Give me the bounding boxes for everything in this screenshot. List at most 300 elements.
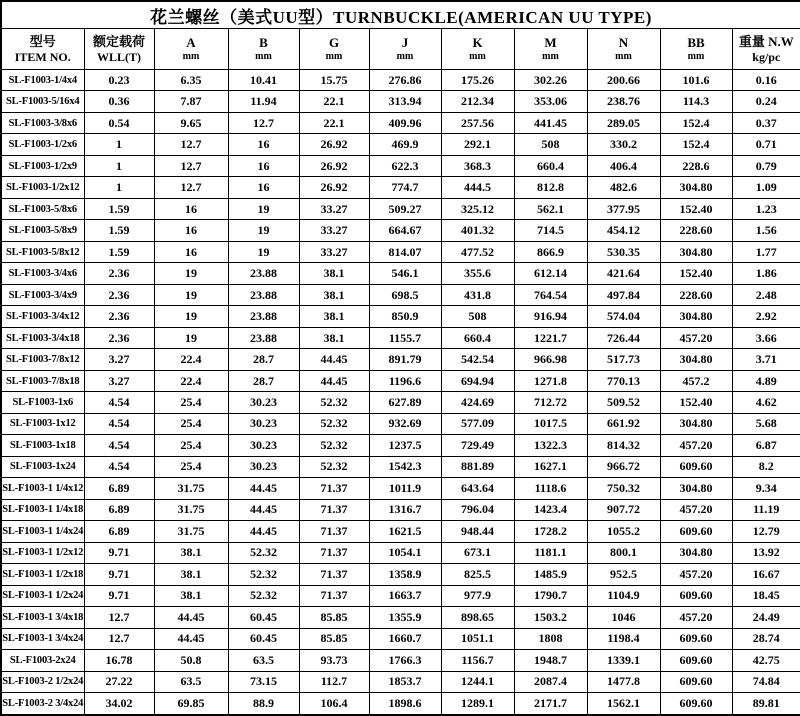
value-cell: 2087.4 (514, 671, 587, 692)
value-cell: 4.54 (84, 456, 154, 477)
value-cell: 152.40 (660, 263, 732, 284)
value-cell: 30.23 (228, 413, 299, 434)
item-no-cell: SL-F1003-1/2x6 (1, 134, 84, 155)
value-cell: 28.74 (732, 628, 800, 649)
value-cell: 52.32 (299, 392, 369, 413)
value-cell: 712.72 (514, 392, 587, 413)
value-cell: 30.23 (228, 392, 299, 413)
table-row (1, 198, 800, 219)
value-cell: 13.92 (732, 542, 800, 563)
value-cell: 152.40 (660, 198, 732, 219)
value-cell: 175.26 (441, 70, 514, 91)
table-row (1, 241, 800, 262)
column-header-wll: 额定载荷 WLL(T) (84, 29, 154, 70)
value-cell: 1853.7 (369, 671, 441, 692)
value-cell: 304.80 (660, 349, 732, 370)
value-cell: 424.69 (441, 392, 514, 413)
table-row (1, 112, 800, 133)
value-cell: 19 (154, 284, 228, 305)
table-row (1, 478, 800, 499)
item-no-cell: SL-F1003-1x12 (1, 413, 84, 434)
item-no-cell: SL-F1003-5/16x4 (1, 91, 84, 112)
value-cell: 966.72 (587, 456, 660, 477)
value-cell: 228.60 (660, 220, 732, 241)
value-cell: 4.54 (84, 413, 154, 434)
value-cell: 28.7 (228, 370, 299, 391)
value-cell: 1118.6 (514, 478, 587, 499)
value-cell: 1017.5 (514, 413, 587, 434)
value-cell: 16 (228, 155, 299, 176)
value-cell: 694.94 (441, 370, 514, 391)
value-cell: 93.73 (299, 650, 369, 671)
item-no-cell: SL-F1003-1x6 (1, 392, 84, 413)
item-no-cell: SL-F1003-3/4x12 (1, 306, 84, 327)
value-cell: 469.9 (369, 134, 441, 155)
value-cell: 23.88 (228, 263, 299, 284)
item-no-cell: SL-F1003-5/8x9 (1, 220, 84, 241)
item-no-cell: SL-F1003-1 1/4x18 (1, 499, 84, 520)
value-cell: 1663.7 (369, 585, 441, 606)
column-header-a: A mm (154, 29, 228, 70)
value-cell: 1.59 (84, 241, 154, 262)
value-cell: 19 (154, 306, 228, 327)
value-cell: 26.92 (299, 155, 369, 176)
value-cell: 330.2 (587, 134, 660, 155)
value-cell: 2171.7 (514, 693, 587, 715)
value-cell: 71.37 (299, 521, 369, 542)
table-row (1, 220, 800, 241)
value-cell: 3.66 (732, 327, 800, 348)
value-cell: 509.27 (369, 198, 441, 219)
value-cell: 18.45 (732, 585, 800, 606)
value-cell: 814.07 (369, 241, 441, 262)
value-cell: 19 (228, 220, 299, 241)
value-cell: 63.5 (154, 671, 228, 692)
value-cell: 33.27 (299, 241, 369, 262)
value-cell: 1.59 (84, 220, 154, 241)
value-cell: 7.87 (154, 91, 228, 112)
table-row (1, 177, 800, 198)
value-cell: 19 (154, 263, 228, 284)
value-cell: 0.23 (84, 70, 154, 91)
value-cell: 814.32 (587, 435, 660, 456)
table-row (1, 628, 800, 649)
item-no-cell: SL-F1003-2 1/2x24 (1, 671, 84, 692)
item-no-cell: SL-F1003-1 1/4x12 (1, 478, 84, 499)
column-header-row (1, 29, 800, 70)
value-cell: 1051.1 (441, 628, 514, 649)
value-cell: 546.1 (369, 263, 441, 284)
value-cell: 38.1 (154, 542, 228, 563)
value-cell: 1.77 (732, 241, 800, 262)
value-cell: 304.80 (660, 413, 732, 434)
value-cell: 19 (228, 198, 299, 219)
value-cell: 1104.9 (587, 585, 660, 606)
value-cell: 609.60 (660, 671, 732, 692)
value-cell: 30.23 (228, 456, 299, 477)
value-cell: 15.75 (299, 70, 369, 91)
value-cell: 1.86 (732, 263, 800, 284)
value-cell: 289.05 (587, 112, 660, 133)
item-no-cell: SL-F1003-3/4x6 (1, 263, 84, 284)
value-cell: 16.67 (732, 564, 800, 585)
value-cell: 770.13 (587, 370, 660, 391)
value-cell: 257.56 (441, 112, 514, 133)
value-cell: 0.79 (732, 155, 800, 176)
value-cell: 6.89 (84, 478, 154, 499)
value-cell: 377.95 (587, 198, 660, 219)
value-cell: 16 (154, 220, 228, 241)
value-cell: 23.88 (228, 284, 299, 305)
value-cell: 577.09 (441, 413, 514, 434)
value-cell: 27.22 (84, 671, 154, 692)
value-cell: 112.7 (299, 671, 369, 692)
value-cell: 825.5 (441, 564, 514, 585)
value-cell: 509.52 (587, 392, 660, 413)
value-cell: 609.60 (660, 521, 732, 542)
table-row (1, 542, 800, 563)
value-cell: 1790.7 (514, 585, 587, 606)
value-cell: 106.4 (299, 693, 369, 715)
value-cell: 530.35 (587, 241, 660, 262)
value-cell: 562.1 (514, 198, 587, 219)
value-cell: 1898.6 (369, 693, 441, 715)
value-cell: 431.8 (441, 284, 514, 305)
column-header-j: J mm (369, 29, 441, 70)
value-cell: 2.92 (732, 306, 800, 327)
value-cell: 368.3 (441, 155, 514, 176)
value-cell: 714.5 (514, 220, 587, 241)
item-no-cell: SL-F1003-3/4x9 (1, 284, 84, 305)
value-cell: 3.27 (84, 370, 154, 391)
value-cell: 812.8 (514, 177, 587, 198)
value-cell: 3.71 (732, 349, 800, 370)
value-cell: 444.5 (441, 177, 514, 198)
table-row (1, 134, 800, 155)
value-cell: 2.48 (732, 284, 800, 305)
table-row (1, 392, 800, 413)
value-cell: 2.36 (84, 306, 154, 327)
item-no-cell: SL-F1003-1/2x9 (1, 155, 84, 176)
table-row (1, 327, 800, 348)
value-cell: 6.89 (84, 499, 154, 520)
value-cell: 0.36 (84, 91, 154, 112)
value-cell: 12.7 (228, 112, 299, 133)
value-cell: 482.6 (587, 177, 660, 198)
column-header-m: M mm (514, 29, 587, 70)
value-cell: 52.32 (228, 564, 299, 585)
value-cell: 52.32 (228, 585, 299, 606)
value-cell: 12.7 (154, 155, 228, 176)
table-row (1, 70, 800, 91)
value-cell: 441.45 (514, 112, 587, 133)
value-cell: 1181.1 (514, 542, 587, 563)
value-cell: 660.4 (441, 327, 514, 348)
value-cell: 44.45 (154, 607, 228, 628)
value-cell: 6.87 (732, 435, 800, 456)
table-row (1, 650, 800, 671)
value-cell: 152.4 (660, 134, 732, 155)
item-no-cell: SL-F1003-3/8x6 (1, 112, 84, 133)
value-cell: 42.75 (732, 650, 800, 671)
value-cell: 71.37 (299, 564, 369, 585)
value-cell: 9.65 (154, 112, 228, 133)
table-row (1, 263, 800, 284)
value-cell: 152.40 (660, 392, 732, 413)
column-header-weight: 重量 N.W kg/pc (732, 29, 800, 70)
value-cell: 932.69 (369, 413, 441, 434)
value-cell: 1.56 (732, 220, 800, 241)
value-cell: 1355.9 (369, 607, 441, 628)
value-cell: 1766.3 (369, 650, 441, 671)
value-cell: 25.4 (154, 392, 228, 413)
value-cell: 200.66 (587, 70, 660, 91)
value-cell: 25.4 (154, 435, 228, 456)
value-cell: 4.54 (84, 392, 154, 413)
value-cell: 1156.7 (441, 650, 514, 671)
table-row (1, 370, 800, 391)
value-cell: 916.94 (514, 306, 587, 327)
table-row (1, 693, 800, 715)
value-cell: 406.4 (587, 155, 660, 176)
value-cell: 401.32 (441, 220, 514, 241)
value-cell: 409.96 (369, 112, 441, 133)
value-cell: 881.89 (441, 456, 514, 477)
value-cell: 38.1 (299, 327, 369, 348)
value-cell: 304.80 (660, 241, 732, 262)
table-row (1, 435, 800, 456)
value-cell: 1485.9 (514, 564, 587, 585)
value-cell: 52.32 (228, 542, 299, 563)
value-cell: 457.20 (660, 607, 732, 628)
item-no-cell: SL-F1003-2 3/4x24 (1, 693, 84, 715)
value-cell: 898.65 (441, 607, 514, 628)
value-cell: 38.1 (154, 564, 228, 585)
value-cell: 612.14 (514, 263, 587, 284)
value-cell: 12.7 (154, 177, 228, 198)
value-cell: 26.92 (299, 177, 369, 198)
value-cell: 12.7 (154, 134, 228, 155)
table-row (1, 91, 800, 112)
table-row (1, 155, 800, 176)
value-cell: 457.2 (660, 370, 732, 391)
value-cell: 355.6 (441, 263, 514, 284)
value-cell: 25.4 (154, 456, 228, 477)
value-cell: 2.36 (84, 327, 154, 348)
value-cell: 1621.5 (369, 521, 441, 542)
value-cell: 966.98 (514, 349, 587, 370)
value-cell: 0.37 (732, 112, 800, 133)
value-cell: 1196.6 (369, 370, 441, 391)
value-cell: 44.45 (228, 478, 299, 499)
value-cell: 1 (84, 134, 154, 155)
value-cell: 643.64 (441, 478, 514, 499)
value-cell: 313.94 (369, 91, 441, 112)
value-cell: 88.9 (228, 693, 299, 715)
value-cell: 60.45 (228, 628, 299, 649)
value-cell: 302.26 (514, 70, 587, 91)
value-cell: 33.27 (299, 198, 369, 219)
value-cell: 71.37 (299, 478, 369, 499)
value-cell: 38.1 (154, 585, 228, 606)
value-cell: 1155.7 (369, 327, 441, 348)
value-cell: 609.60 (660, 456, 732, 477)
value-cell: 22.4 (154, 370, 228, 391)
column-header-n: N mm (587, 29, 660, 70)
value-cell: 0.16 (732, 70, 800, 91)
value-cell: 74.84 (732, 671, 800, 692)
value-cell: 622.3 (369, 155, 441, 176)
item-no-cell: SL-F1003-3/4x18 (1, 327, 84, 348)
value-cell: 1046 (587, 607, 660, 628)
value-cell: 71.37 (299, 585, 369, 606)
value-cell: 517.73 (587, 349, 660, 370)
item-no-cell: SL-F1003-5/8x6 (1, 198, 84, 219)
value-cell: 22.4 (154, 349, 228, 370)
value-cell: 212.34 (441, 91, 514, 112)
table-row (1, 456, 800, 477)
value-cell: 44.45 (228, 499, 299, 520)
value-cell: 325.12 (441, 198, 514, 219)
value-cell: 1423.4 (514, 499, 587, 520)
value-cell: 1542.3 (369, 456, 441, 477)
value-cell: 101.6 (660, 70, 732, 91)
value-cell: 729.49 (441, 435, 514, 456)
value-cell: 228.60 (660, 284, 732, 305)
value-cell: 2.36 (84, 263, 154, 284)
value-cell: 1237.5 (369, 435, 441, 456)
value-cell: 85.85 (299, 607, 369, 628)
value-cell: 800.1 (587, 542, 660, 563)
column-header-g: G mm (299, 29, 369, 70)
value-cell: 1221.7 (514, 327, 587, 348)
value-cell: 907.72 (587, 499, 660, 520)
value-cell: 71.37 (299, 499, 369, 520)
value-cell: 9.71 (84, 585, 154, 606)
value-cell: 11.94 (228, 91, 299, 112)
column-header-k: K mm (441, 29, 514, 70)
value-cell: 16 (228, 134, 299, 155)
value-cell: 8.2 (732, 456, 800, 477)
item-no-cell: SL-F1003-2x24 (1, 650, 84, 671)
table-row (1, 349, 800, 370)
title-row (1, 1, 800, 29)
value-cell: 52.32 (299, 413, 369, 434)
value-cell: 948.44 (441, 521, 514, 542)
value-cell: 34.02 (84, 693, 154, 715)
table-row (1, 413, 800, 434)
value-cell: 71.37 (299, 542, 369, 563)
value-cell: 866.9 (514, 241, 587, 262)
value-cell: 60.45 (228, 607, 299, 628)
column-header-item-no: 型号 ITEM NO. (1, 29, 84, 70)
value-cell: 1339.1 (587, 650, 660, 671)
value-cell: 1627.1 (514, 456, 587, 477)
table-row (1, 284, 800, 305)
value-cell: 12.79 (732, 521, 800, 542)
value-cell: 0.71 (732, 134, 800, 155)
value-cell: 73.15 (228, 671, 299, 692)
value-cell: 63.5 (228, 650, 299, 671)
value-cell: 23.88 (228, 306, 299, 327)
value-cell: 228.6 (660, 155, 732, 176)
value-cell: 0.54 (84, 112, 154, 133)
value-cell: 0.24 (732, 91, 800, 112)
item-no-cell: SL-F1003-1 1/2x12 (1, 542, 84, 563)
value-cell: 10.41 (228, 70, 299, 91)
value-cell: 1562.1 (587, 693, 660, 715)
table-row (1, 564, 800, 585)
value-cell: 114.3 (660, 91, 732, 112)
value-cell: 9.71 (84, 542, 154, 563)
value-cell: 609.60 (660, 628, 732, 649)
value-cell: 750.32 (587, 478, 660, 499)
value-cell: 16 (228, 177, 299, 198)
value-cell: 952.5 (587, 564, 660, 585)
value-cell: 31.75 (154, 521, 228, 542)
value-cell: 28.7 (228, 349, 299, 370)
value-cell: 457.20 (660, 435, 732, 456)
value-cell: 9.34 (732, 478, 800, 499)
value-cell: 6.89 (84, 521, 154, 542)
value-cell: 25.4 (154, 413, 228, 434)
value-cell: 22.1 (299, 91, 369, 112)
item-no-cell: SL-F1003-1 1/2x18 (1, 564, 84, 585)
value-cell: 16 (154, 198, 228, 219)
value-cell: 508 (514, 134, 587, 155)
value-cell: 16.78 (84, 650, 154, 671)
value-cell: 69.85 (154, 693, 228, 715)
value-cell: 497.84 (587, 284, 660, 305)
value-cell: 30.23 (228, 435, 299, 456)
value-cell: 1198.4 (587, 628, 660, 649)
value-cell: 4.54 (84, 435, 154, 456)
value-cell: 1808 (514, 628, 587, 649)
value-cell: 1011.9 (369, 478, 441, 499)
value-cell: 1.23 (732, 198, 800, 219)
value-cell: 660.4 (514, 155, 587, 176)
value-cell: 1477.8 (587, 671, 660, 692)
value-cell: 796.04 (441, 499, 514, 520)
value-cell: 1 (84, 177, 154, 198)
value-cell: 457.20 (660, 499, 732, 520)
value-cell: 1660.7 (369, 628, 441, 649)
value-cell: 3.27 (84, 349, 154, 370)
value-cell: 1503.2 (514, 607, 587, 628)
value-cell: 12.7 (84, 607, 154, 628)
value-cell: 1316.7 (369, 499, 441, 520)
value-cell: 44.45 (154, 628, 228, 649)
value-cell: 1322.3 (514, 435, 587, 456)
table-row (1, 521, 800, 542)
item-no-cell: SL-F1003-1x24 (1, 456, 84, 477)
value-cell: 22.1 (299, 112, 369, 133)
value-cell: 26.92 (299, 134, 369, 155)
value-cell: 627.89 (369, 392, 441, 413)
value-cell: 31.75 (154, 478, 228, 499)
value-cell: 2.36 (84, 284, 154, 305)
column-header-b: B mm (228, 29, 299, 70)
value-cell: 24.49 (732, 607, 800, 628)
item-no-cell: SL-F1003-1 3/4x24 (1, 628, 84, 649)
value-cell: 12.7 (84, 628, 154, 649)
value-cell: 1.09 (732, 177, 800, 198)
item-no-cell: SL-F1003-7/8x18 (1, 370, 84, 391)
value-cell: 850.9 (369, 306, 441, 327)
value-cell: 698.5 (369, 284, 441, 305)
item-no-cell: SL-F1003-1 1/2x24 (1, 585, 84, 606)
value-cell: 52.32 (299, 435, 369, 456)
